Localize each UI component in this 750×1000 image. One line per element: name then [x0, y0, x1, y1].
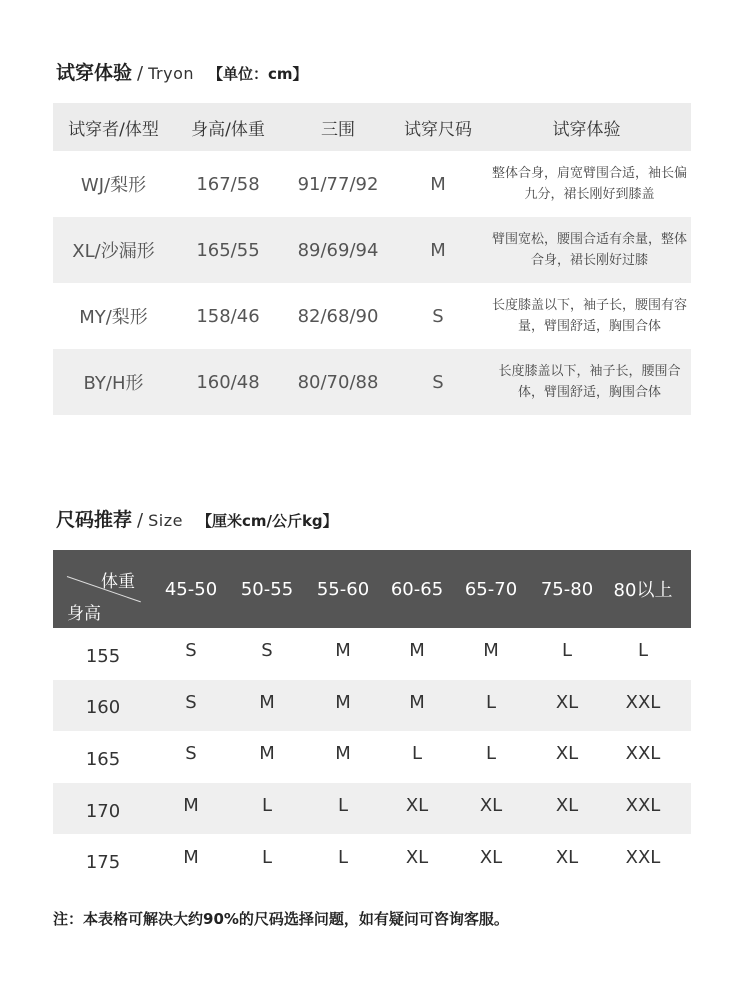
tryon-row [53, 151, 691, 217]
tryon-cell-height-weight: 158/46 [196, 305, 260, 327]
tryon-header-cell: 试穿尺码 [404, 119, 472, 140]
size-section-title [56, 505, 338, 532]
size-cell: L [561, 640, 573, 662]
size-cell: M [183, 846, 199, 868]
tryon-cell-tester: WJ/梨形 [80, 175, 147, 196]
tryon-cell-measurements: 80/70/88 [297, 371, 379, 393]
size-cell: M [409, 691, 425, 713]
tryon-cell-measurements: 89/69/94 [297, 239, 379, 261]
tryon-cell-size: S [432, 371, 444, 393]
size-cell: M [183, 795, 199, 817]
tryon-cell-tester: XL/沙漏形 [72, 241, 155, 262]
weight-header-cell: 60-65 [390, 578, 444, 600]
size-cell: S [185, 743, 197, 765]
weight-header-cell: 75-80 [540, 578, 594, 600]
footnote: 注：本表格可解决大约90%的尺码选择问题，如有疑问可咨询客服。 [53, 910, 509, 928]
height-cell: 170 [85, 800, 121, 822]
size-cell: XL [555, 691, 579, 713]
tryon-title-en: Tryon [148, 64, 194, 83]
size-cell: L [337, 795, 349, 817]
size-corner-cell [53, 550, 153, 628]
size-cell: XL [479, 846, 503, 868]
height-cell: 165 [85, 748, 121, 770]
size-cell: M [335, 691, 351, 713]
tryon-row [53, 283, 691, 349]
tryon-header-cell: 身高/体重 [191, 119, 265, 140]
tryon-cell-size: M [430, 173, 446, 195]
size-cell: M [335, 640, 351, 662]
tryon-cell-measurements: 82/68/90 [297, 305, 379, 327]
size-cell: M [259, 743, 275, 765]
size-cell: XXL [625, 795, 661, 817]
size-cell: L [485, 691, 497, 713]
size-cell: XL [555, 795, 579, 817]
tryon-row [53, 349, 691, 415]
tryon-section-title [56, 58, 308, 85]
tryon-cell-height-weight: 160/48 [196, 371, 260, 393]
size-title-zh: 尺码推荐 [56, 509, 133, 531]
size-title-en: Size [148, 511, 183, 530]
size-unit: 【厘米cm/公斤kg】 [196, 512, 338, 530]
weight-header-cell: 65-70 [464, 578, 518, 600]
size-cell: L [411, 743, 423, 765]
tryon-cell-size: S [432, 305, 444, 327]
tryon-cell-tester: MY/梨形 [79, 307, 148, 328]
size-cell: M [409, 640, 425, 662]
size-cell: XL [555, 743, 579, 765]
tryon-table [53, 103, 691, 415]
size-cell: L [261, 846, 273, 868]
tryon-header-row [53, 103, 691, 151]
tryon-cell-height-weight: 165/55 [196, 239, 260, 261]
size-cell: XXL [625, 846, 661, 868]
corner-weight-label: 体重 [101, 572, 135, 592]
size-header-row [53, 550, 691, 628]
size-row [53, 680, 691, 732]
size-row [53, 783, 691, 835]
size-title-separator: / [137, 510, 144, 531]
tryon-cell-experience: 长度膝盖以下，袖子长，腰围有容量，臂围舒适，胸围合体 [491, 298, 687, 334]
size-row [53, 834, 691, 886]
size-cell: XXL [625, 743, 661, 765]
tryon-cell-experience: 臂围宽松，腰围合适有余量，整体合身，裙长刚好过膝 [491, 232, 687, 268]
size-table [53, 550, 691, 886]
size-cell: L [485, 743, 497, 765]
height-cell: 175 [85, 852, 121, 874]
tryon-cell-experience: 长度膝盖以下，袖子长，腰围合体，臂围舒适，胸围合体 [498, 364, 681, 400]
tryon-header-cell: 试穿者/体型 [68, 119, 159, 140]
weight-header-cell: 45-50 [164, 578, 218, 600]
size-cell: L [261, 795, 273, 817]
size-cell: XL [555, 846, 579, 868]
tryon-cell-size: M [430, 239, 446, 261]
tryon-title-zh: 试穿体验 [56, 62, 133, 84]
size-cell: XL [479, 795, 503, 817]
tryon-header-cell: 试穿体验 [552, 119, 621, 140]
tryon-title-separator: / [137, 63, 144, 84]
size-cell: XXL [625, 691, 661, 713]
weight-header-cell: 80以上 [613, 580, 673, 601]
corner-height-label: 身高 [67, 604, 101, 624]
size-cell: XL [405, 795, 429, 817]
size-cell: M [483, 640, 499, 662]
size-cell: M [335, 743, 351, 765]
size-cell: S [185, 691, 197, 713]
size-cell: M [259, 691, 275, 713]
size-row [53, 731, 691, 783]
size-cell: S [185, 640, 197, 662]
height-cell: 160 [85, 697, 121, 719]
tryon-cell-experience: 整体合身，肩宽臂围合适，袖长偏九分，裙长刚好到膝盖 [491, 166, 687, 202]
tryon-header-cell: 三围 [321, 119, 355, 140]
size-cell: L [337, 846, 349, 868]
size-cell: S [261, 640, 273, 662]
size-cell: L [637, 640, 649, 662]
size-row [53, 628, 691, 680]
tryon-cell-tester: BY/H形 [83, 373, 144, 394]
size-cell: XL [405, 846, 429, 868]
weight-header-cell: 50-55 [240, 578, 294, 600]
tryon-row [53, 217, 691, 283]
tryon-unit: 【单位：cm】 [208, 65, 308, 83]
weight-header-cell: 55-60 [316, 578, 370, 600]
tryon-cell-height-weight: 167/58 [196, 173, 260, 195]
height-cell: 155 [85, 645, 121, 667]
tryon-cell-measurements: 91/77/92 [297, 173, 379, 195]
